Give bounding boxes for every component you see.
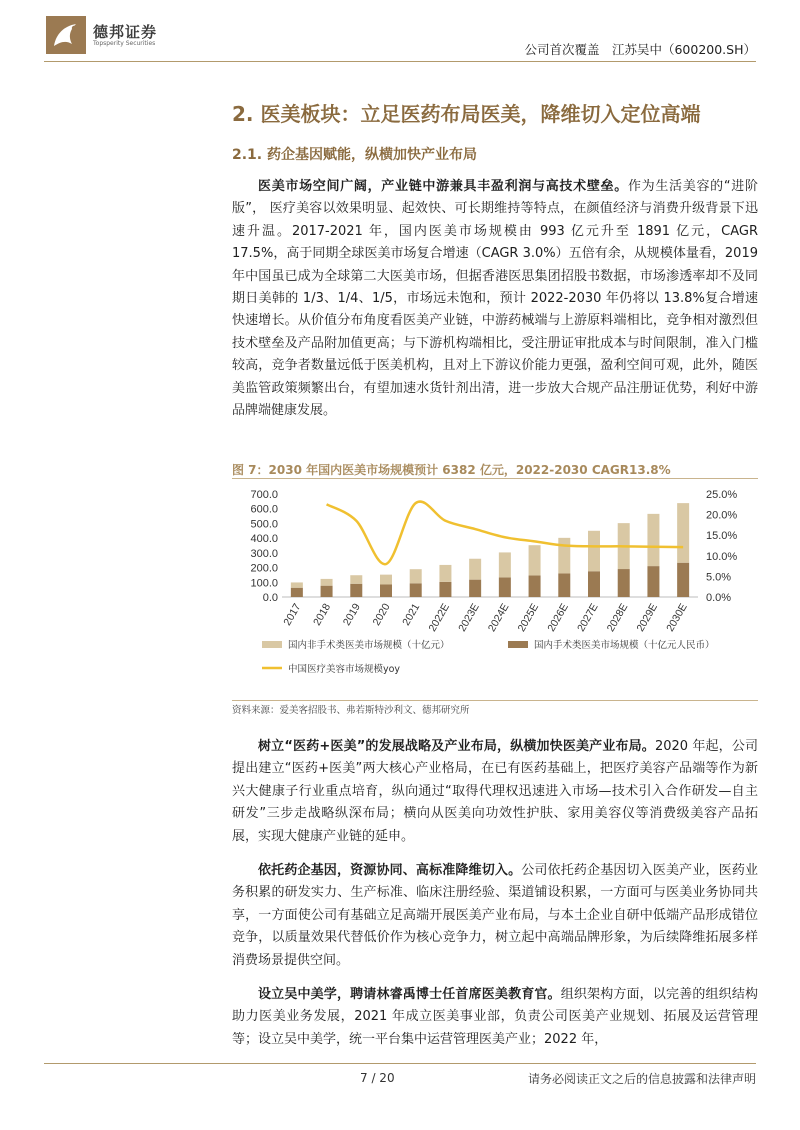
bar-non-surgical — [677, 503, 689, 563]
bar-non-surgical — [410, 569, 422, 583]
legend-label-non-surgical: 国内非手术类医美市场规模（十亿元） — [288, 640, 450, 651]
bar-non-surgical — [439, 565, 451, 582]
bar-non-surgical — [647, 514, 659, 566]
x-axis-tick-label: 2019 — [340, 601, 363, 628]
bar-non-surgical — [588, 531, 600, 571]
bar-surgical — [439, 582, 451, 597]
figure-top-rule — [232, 478, 758, 479]
x-axis-tick-label: 2030E — [664, 601, 690, 634]
legend-swatch-surgical — [508, 641, 528, 648]
left-axis-tick-label: 200.0 — [250, 562, 278, 575]
bar-non-surgical — [499, 552, 511, 577]
footer-disclaimer: 请务必阅读正文之后的信息披露和法律声明 — [527, 1072, 756, 1086]
paragraph-lead: 依托药企基因，资源协同、高标准降维切入。 — [258, 863, 522, 878]
bar-surgical — [350, 584, 362, 597]
bar-non-surgical — [321, 579, 333, 586]
x-axis-tick-label: 2023E — [456, 601, 482, 634]
paragraph-lead: 树立“医药+医美”的发展战略及产业布局，纵横加快医美产业布局。 — [258, 739, 655, 754]
left-axis-tick-label: 400.0 — [250, 533, 278, 546]
left-axis-tick-label: 100.0 — [250, 577, 278, 590]
paragraph-market — [232, 176, 758, 422]
bar-non-surgical — [380, 575, 392, 585]
left-axis-tick-label: 300.0 — [250, 547, 278, 560]
footer-divider — [44, 1063, 756, 1064]
bar-surgical — [321, 586, 333, 597]
brand-name: 德邦证券 — [93, 23, 158, 41]
bar-non-surgical — [291, 582, 303, 587]
x-axis-tick-label: 2018 — [311, 601, 334, 628]
x-axis-tick-label: 2020 — [370, 601, 393, 628]
right-axis-tick-label: 10.0% — [706, 550, 738, 563]
right-axis-tick-label: 25.0% — [706, 489, 738, 501]
bar-surgical — [677, 563, 689, 597]
report-info: 公司首次覆盖 江苏吴中（600200.SH） — [524, 42, 756, 57]
paragraph-body: 组织架构方面，以完善的组织结构助力医美业务发展，2021 年成立医美事业部，负责公司医美产业规划、拓展及运营管理等；设立吴中美学，统一平台集中运营管理医美产业；2022 年， — [232, 987, 758, 1047]
bar-non-surgical — [558, 538, 570, 574]
brand-english-name: Topsperity Securities — [93, 40, 156, 47]
bar-surgical — [410, 583, 422, 597]
paragraph-body: 公司依托药企基因切入医美产业，医药业务积累的研发实力、生产标准、临床注册经验、渠道铺设积累，一方面可与医美业务协同共享，一方面使公司有基础立足高端开展医美产业布局，与本土企业自研中低端产品形成错位竞争，以质量效果代替低价作为核心竞争力，树立起中高端品牌形象，为后续降维拓展多样消费场景提供空间。 — [232, 863, 758, 968]
bar-surgical — [529, 575, 541, 597]
market-size-chart — [232, 480, 758, 700]
x-axis-tick-label: 2029E — [634, 601, 661, 634]
right-axis-tick-label: 20.0% — [706, 509, 738, 522]
left-axis-tick-label: 500.0 — [250, 518, 278, 531]
x-axis-tick-label: 2027E — [575, 601, 601, 634]
legend-swatch-non-surgical — [262, 641, 282, 648]
header-divider — [44, 61, 756, 62]
bar-surgical — [469, 580, 481, 597]
bar-non-surgical — [469, 559, 481, 580]
paragraph-body: 作为生活美容的“进阶版”， 医疗美容以效果明显、起效快、可长期维持等特点，在颜值经济与消费升级背景下迅速升温。2017-2021 年，国内医美市场规模由 993 亿元升至 1891 亿元，CAGR 17.5%，高于同期全球医美市场复合增速（CAGR 3.0%）五倍有余，从规模体量看，2019 年中国虽已成为全球第二大医美市场，但据香港医思集团招股书数据，市场渗透率却不及同期日美韩的 1/3、1/4、1/5，市场远未饱和，预计 2022-2030 年仍将以 13.8%复合增速快速增长。从价值分布角度看医美产业链，中游药械端与上游原料端相比，竞争相对激烈但技术壁垒及产品附加值更高；与下游机构端相比，受注册证审批成本与时间限制，准入门槛较高，竞争者数量远低于医美机构，且对上下游议价能力更强，盈利空间可观，此外，随医美监管政策频繁出台，有望加速水货针剂出清，进一步放大合规产品注册证优势，利好中游品牌端健康发展。 — [232, 179, 758, 419]
paragraph-lead: 设立吴中美学，聘请林睿禹博士任首席医美教育官。 — [258, 987, 561, 1002]
bar-non-surgical — [529, 545, 541, 575]
bar-non-surgical — [350, 575, 362, 584]
legend-label-surgical: 国内手术类医美市场规模（十亿元人民币） — [534, 640, 715, 651]
paragraph-pharma-gene — [232, 860, 758, 972]
section-title: 2. 医美板块：立足医药布局医美，降维切入定位高端 — [232, 102, 701, 126]
x-axis-tick-label: 2024E — [485, 601, 512, 634]
left-axis-tick-label: 700.0 — [250, 489, 278, 501]
x-axis-tick-label: 2021 — [400, 601, 423, 628]
right-axis-tick-label: 15.0% — [706, 530, 738, 543]
right-axis-tick-label: 0.0% — [706, 592, 732, 604]
bar-surgical — [380, 584, 392, 597]
left-axis-tick-label: 600.0 — [250, 503, 278, 516]
bar-surgical — [588, 571, 600, 597]
paragraph-lead: 医美市场空间广阔，产业链中游兼具丰盈利润与高技术壁垒。 — [258, 179, 628, 194]
figure-source: 资料来源：爱美客招股书、弗若斯特沙利文、德邦研究所 — [232, 705, 470, 716]
x-axis-tick-label: 2017 — [281, 601, 304, 628]
x-axis-tick-label: 2028E — [604, 601, 631, 634]
paragraph-body: 2020 年起，公司提出建立“医药+医美”两大核心产业格局，在已有医药基础上，把医疗美容产品端等作为新兴大健康子行业重点培育，纵向通过“取得代理权迅速进入市场—技术引入合作研发—自主研发”三步走战略纵深布局；横向从医美向功效性护肤、家用美容仪等消费级美容产品拓展，实现大健康产业链的延申。 — [232, 739, 759, 844]
left-axis-tick-label: 0.0 — [262, 592, 278, 604]
bar-surgical — [499, 577, 511, 597]
legend-label-yoy: 中国医疗美容市场规模yoy — [288, 664, 401, 675]
page-number: 7 / 20 — [360, 1071, 395, 1085]
x-axis-tick-label: 2022E — [426, 601, 453, 634]
paragraph-wuzhong-aesthetics — [232, 984, 758, 1051]
x-axis-tick-label: 2026E — [545, 601, 571, 634]
figure-bottom-rule — [232, 700, 758, 701]
x-axis-tick-label: 2025E — [515, 601, 542, 634]
right-axis-tick-label: 5.0% — [706, 571, 732, 584]
bar-surgical — [291, 588, 303, 597]
figure-title: 图 7：2030 年国内医美市场规模预计 6382 亿元，2022-2030 CAGR13.8% — [232, 463, 671, 477]
company-logo — [46, 16, 86, 54]
bar-surgical — [647, 566, 659, 597]
bar-surgical — [558, 573, 570, 597]
bar-surgical — [618, 569, 630, 597]
paragraph-strategy — [232, 736, 758, 848]
section-subtitle: 2.1. 药企基因赋能，纵横加快产业布局 — [232, 147, 477, 163]
